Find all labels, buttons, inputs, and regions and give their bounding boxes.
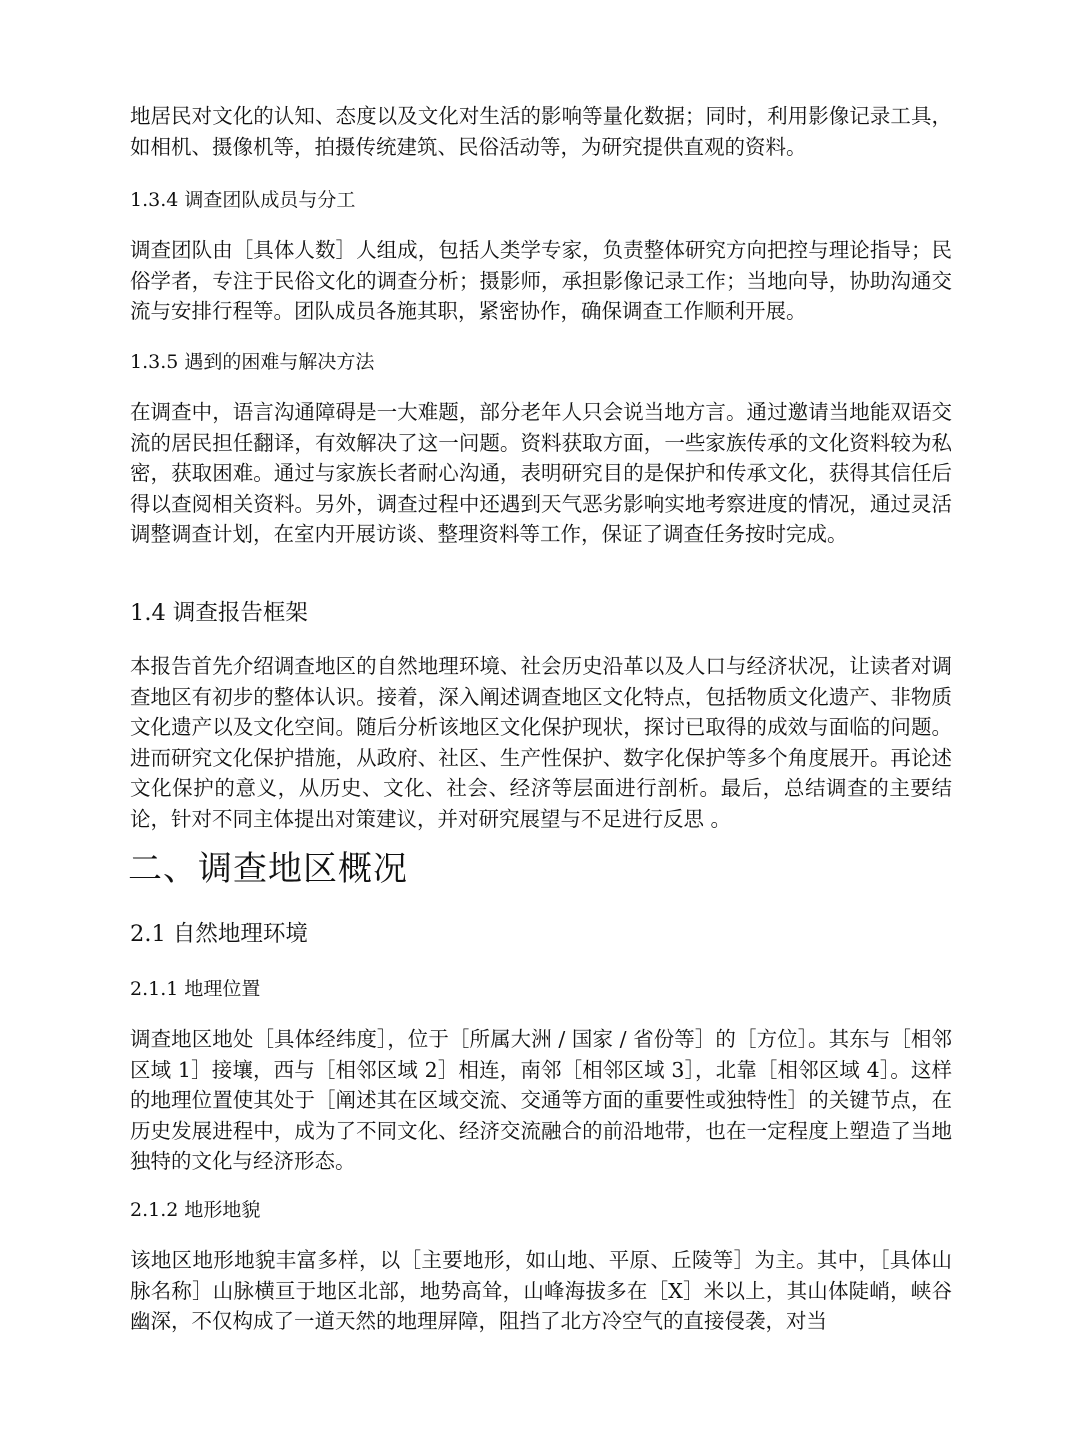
paragraph-data-collection: 地居民对文化的认知、态度以及文化对生活的影响等量化数据；同时，利用影像记录工具，如相机、摄像机等，拍摄传统建筑、民俗活动等，为研究提供直观的资料。 bbox=[130, 104, 952, 159]
heading-2-1-1: 2.1.1 地理位置 bbox=[130, 978, 261, 1000]
paragraph-difficulties: 在调查中，语言沟通障碍是一大难题，部分老年人只会说当地方言。通过邀请当地能双语交流的居民担任翻译，有效解决了这一问题。资料获取方面，一些家族传承的文化资料较为私密，获取困难。通过与家族长者耐心沟通，表明研究目的是保护和传承文化，获得其信任后得以查阅相关资料。另外，调查过程中还遇到天气恶劣影响实地考察进度的情况，通过灵活调整调查计划，在室内开展访谈、整理资料等工作，保证了调查任务按时完成。 bbox=[130, 400, 952, 546]
heading-2-1-2: 2.1.2 地形地貌 bbox=[130, 1199, 261, 1221]
paragraph-framework: 本报告首先介绍调查地区的自然地理环境、社会历史沿革以及人口与经济状况，让读者对调查地区有初步的整体认识。接着，深入阐述调查地区文化特点，包括物质文化遗产、非物质文化遗产以及文化空间。随后分析该地区文化保护现状，探讨已取得的成效与面临的问题。进而研究文化保护措施，从政府、社区、生产性保护、数字化保护等多个角度展开。再论述文化保护的意义，从历史、文化、社会、经济等层面进行剖析。最后，总结调查的主要结论，针对不同主体提出对策建议，并对研究展望与不足进行反思 。 bbox=[130, 654, 952, 831]
heading-1-4: 1.4 调查报告框架 bbox=[130, 600, 308, 626]
heading-section-2: 二、调查地区概况 bbox=[128, 849, 408, 889]
heading-1-3-4: 1.3.4 调查团队成员与分工 bbox=[130, 189, 356, 211]
paragraph-location: 调查地区地处［具体经纬度］，位于［所属大洲 / 国家 / 省份等］的［方位］。其东与［相邻区域 1］接壤，西与［相邻区域 2］相连，南邻［相邻区域 3］，北靠［相邻区域 4］。这样的地理位置使其处于［阐述其在区域交流、交通等方面的重要性或独特性］的关键节点，在历史发展进程中，成为了不同文化、经济交流融合的前沿地带，也在一定程度上塑造了当地独特的文化与经济形态。 bbox=[130, 1027, 952, 1173]
paragraph-terrain: 该地区地形地貌丰富多样，以［主要地形，如山地、平原、丘陵等］为主。其中，［具体山脉名称］山脉横亘于地区北部，地势高耸，山峰海拔多在［X］米以上，其山体陡峭，峡谷幽深，不仅构成了一道天然的地理屏障，阻挡了北方冷空气的直接侵袭，对当 bbox=[130, 1248, 952, 1333]
heading-1-3-5: 1.3.5 遇到的困难与解决方法 bbox=[130, 351, 375, 373]
heading-2-1: 2.1 自然地理环境 bbox=[130, 921, 308, 947]
paragraph-team: 调查团队由［具体人数］人组成，包括人类学专家，负责整体研究方向把控与理论指导；民俗学者，专注于民俗文化的调查分析；摄影师，承担影像记录工作；当地向导，协助沟通交流与安排行程等。团队成员各施其职，紧密协作，确保调查工作顺利开展。 bbox=[130, 238, 952, 323]
